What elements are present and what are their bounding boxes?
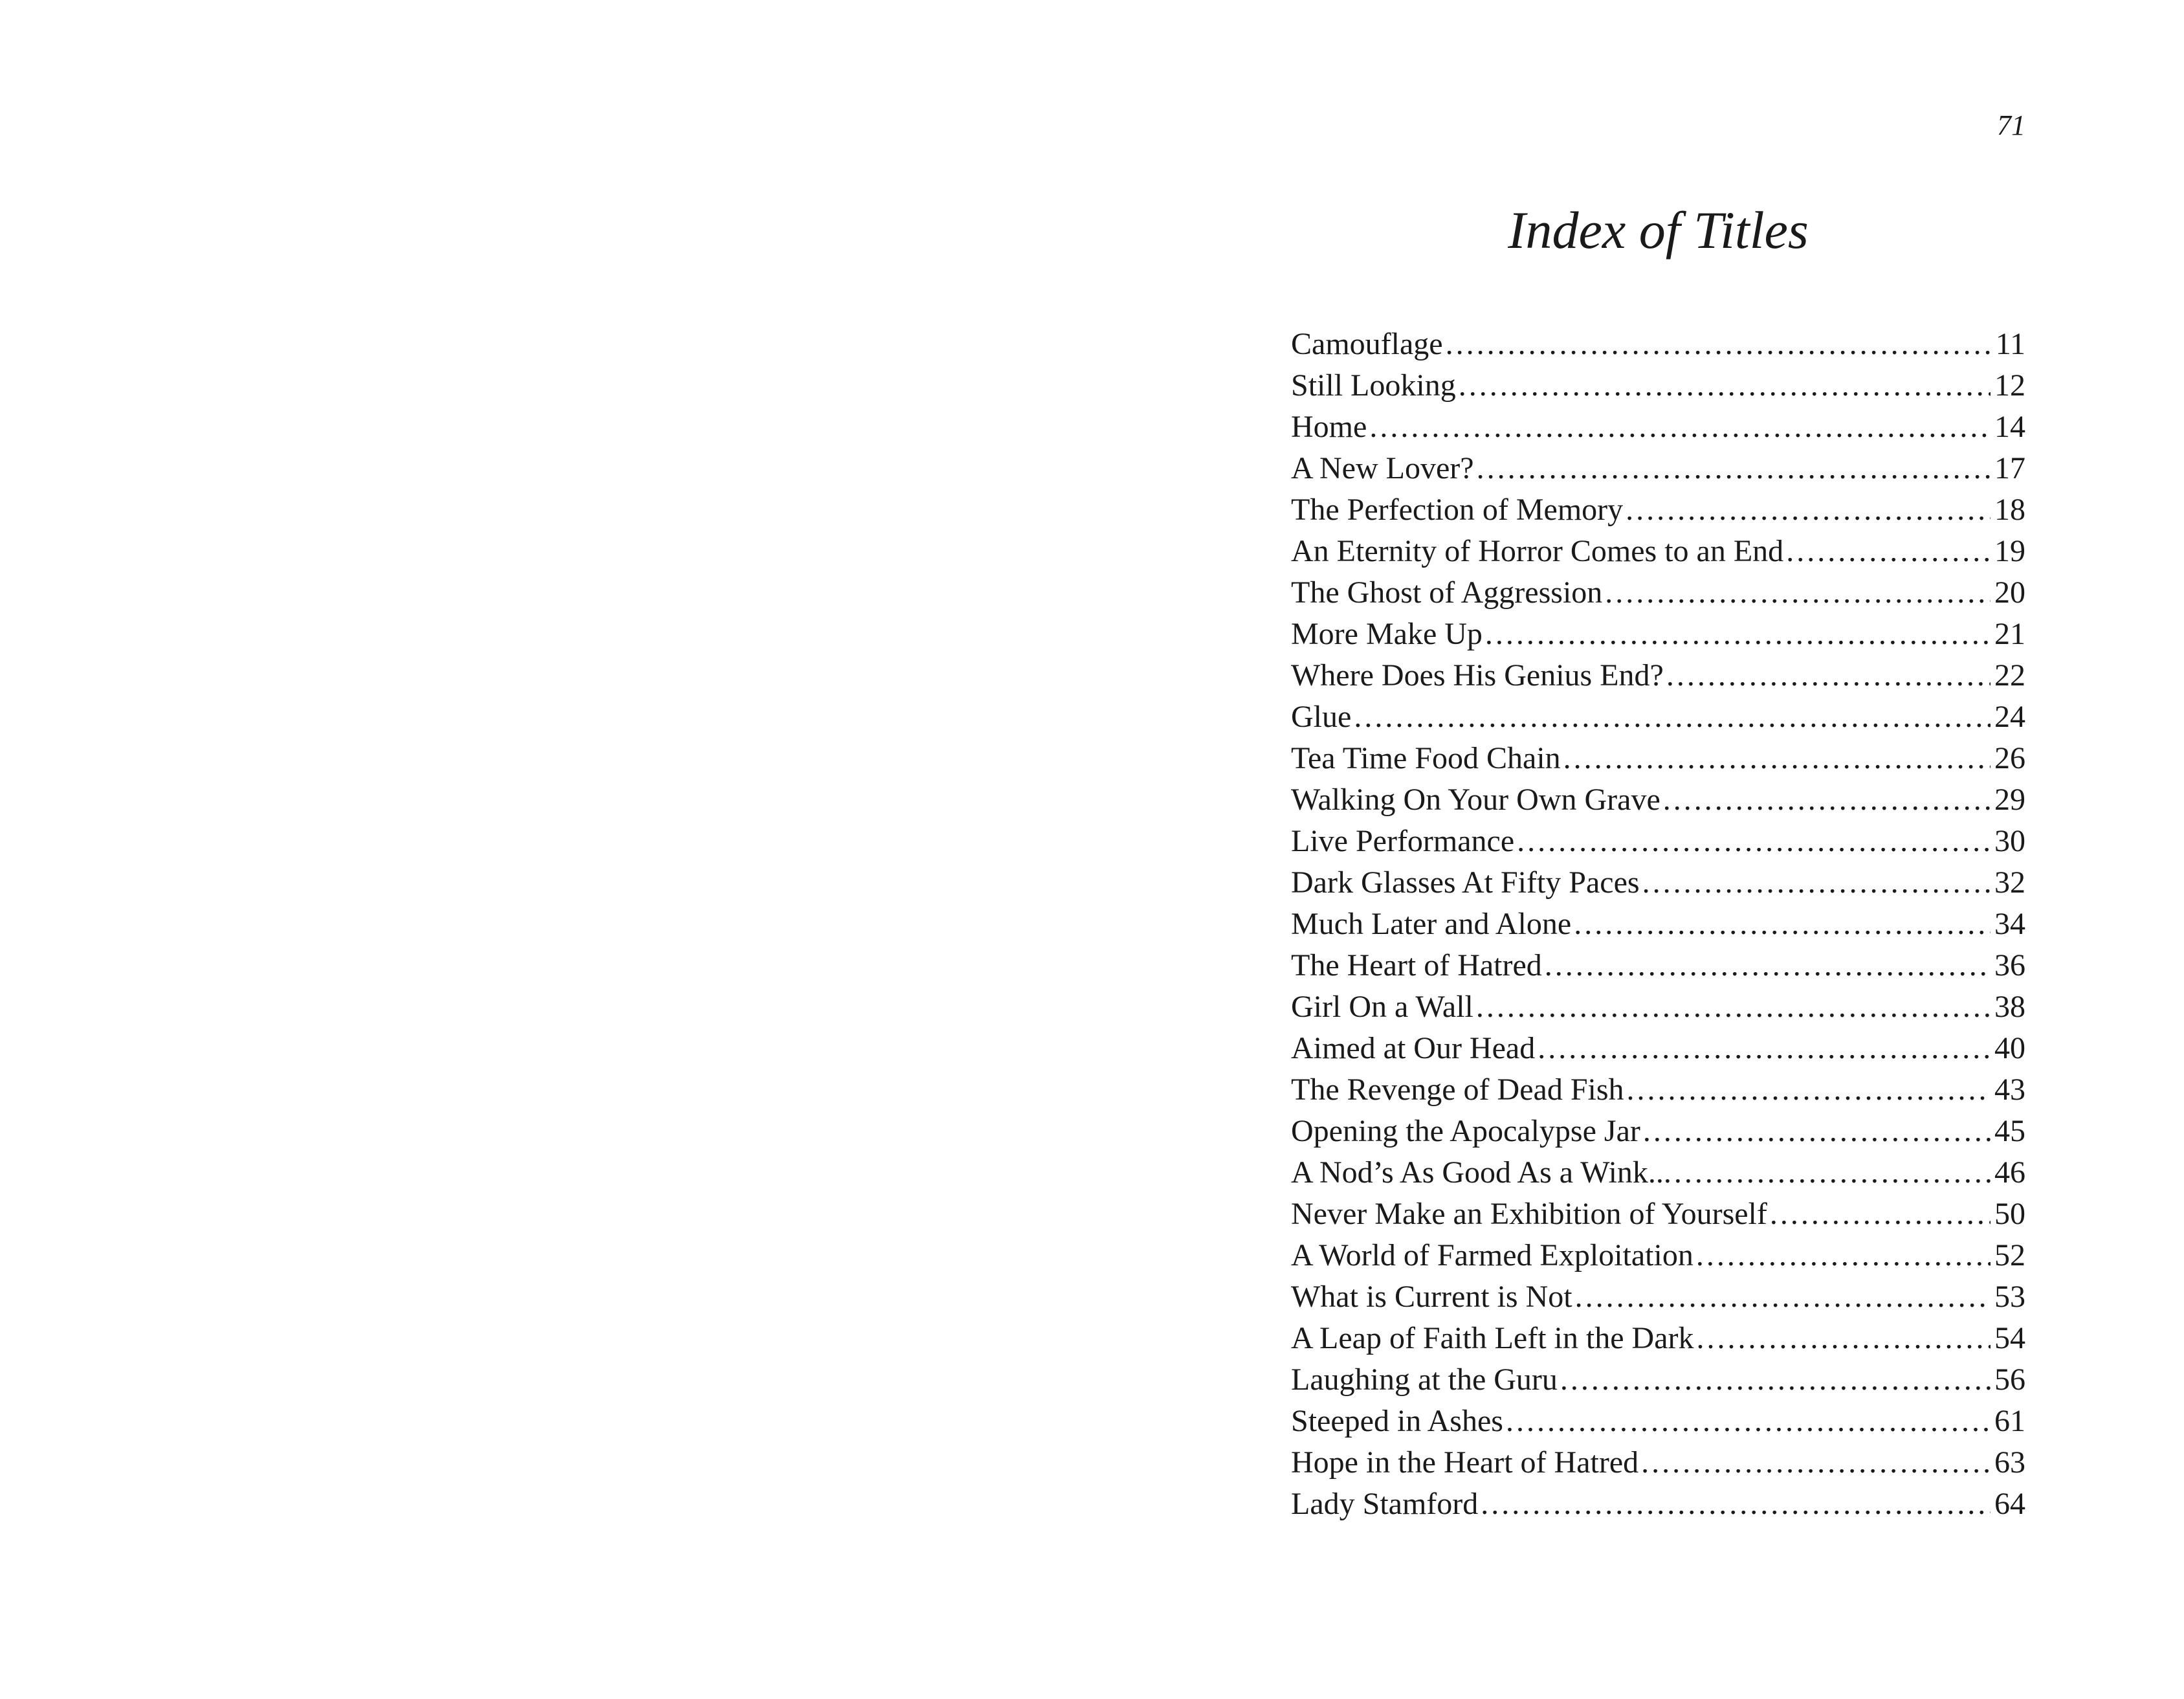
entry-title: The Perfection of Memory [1291, 493, 1624, 527]
entry-page-number: 21 [1994, 617, 2025, 651]
index-entry [1291, 1401, 2025, 1442]
index-entry [1291, 448, 2025, 489]
dot-leader [1770, 1194, 1991, 1235]
entry-page-number: 29 [1994, 783, 2025, 817]
dot-leader [1674, 1152, 1991, 1194]
entry-title: The Heart of Hatred [1291, 948, 1542, 983]
dot-leader [1560, 1359, 1991, 1401]
entry-page-number: 34 [1994, 907, 2025, 941]
index-entry [1291, 1194, 2025, 1235]
dot-leader [1485, 614, 1991, 655]
entry-page-number: 30 [1994, 824, 2025, 858]
dot-leader [1506, 1401, 1991, 1442]
entry-title: More Make Up [1291, 617, 1483, 651]
entry-title: A World of Farmed Exploitation [1291, 1238, 1693, 1272]
entry-title: Tea Time Food Chain [1291, 741, 1561, 775]
dot-leader [1605, 572, 1991, 614]
dot-leader [1696, 1235, 1991, 1276]
entry-page-number: 43 [1994, 1072, 2025, 1107]
page-number: 71 [1997, 109, 2025, 141]
entry-title: Much Later and Alone [1291, 907, 1572, 941]
index-entry [1291, 945, 2025, 986]
entry-page-number: 19 [1994, 534, 2025, 568]
index-entry [1291, 1235, 2025, 1276]
entry-title: A New Lover? [1291, 451, 1474, 485]
entry-title: Steeped in Ashes [1291, 1404, 1503, 1438]
entry-title: The Ghost of Aggression [1291, 575, 1603, 610]
dot-leader [1666, 655, 1991, 696]
dot-leader [1477, 448, 1991, 489]
entry-page-number: 53 [1994, 1280, 2025, 1314]
entry-page-number: 32 [1994, 865, 2025, 900]
entry-title: Live Performance [1291, 824, 1515, 858]
entry-title: Lady Stamford [1291, 1487, 1479, 1521]
dot-leader [1459, 365, 1991, 406]
entry-page-number: 26 [1994, 741, 2025, 775]
dot-leader [1626, 489, 1991, 531]
index-entry [1291, 1069, 2025, 1111]
index-entry [1291, 1442, 2025, 1483]
dot-leader [1643, 1111, 1991, 1152]
index-entry [1291, 821, 2025, 862]
index-entry [1291, 324, 2025, 365]
entry-title: The Revenge of Dead Fish [1291, 1072, 1624, 1107]
entry-title: An Eternity of Horror Comes to an End [1291, 534, 1784, 568]
index-entry [1291, 614, 2025, 655]
entry-title: Where Does His Genius End? [1291, 658, 1664, 693]
entry-title: Aimed at Our Head [1291, 1031, 1536, 1065]
entry-title: A Nod’s As Good As a Wink... [1291, 1155, 1671, 1190]
entry-title: Home [1291, 410, 1367, 444]
dot-leader [1574, 904, 1991, 945]
index-entry [1291, 1111, 2025, 1152]
entry-title: Walking On Your Own Grave [1291, 783, 1660, 817]
entry-page-number: 18 [1994, 493, 2025, 527]
dot-leader [1575, 1276, 1991, 1318]
entry-title: Laughing at the Guru [1291, 1362, 1558, 1397]
entry-page-number: 38 [1994, 990, 2025, 1024]
entry-page-number: 45 [1994, 1114, 2025, 1148]
index-entry [1291, 1359, 2025, 1401]
entry-page-number: 46 [1994, 1155, 2025, 1190]
entry-title: A Leap of Faith Left in the Dark [1291, 1321, 1694, 1355]
entry-page-number: 63 [1994, 1445, 2025, 1480]
entry-page-number: 22 [1994, 658, 2025, 693]
index-entry [1291, 904, 2025, 945]
entry-title: Dark Glasses At Fifty Paces [1291, 865, 1640, 900]
index-entry [1291, 1483, 2025, 1525]
dot-leader [1354, 696, 1991, 738]
dot-leader [1369, 406, 1991, 448]
entry-page-number: 36 [1994, 948, 2025, 983]
index-entry [1291, 862, 2025, 904]
entry-page-number: 14 [1994, 410, 2025, 444]
index-heading: Index of Titles [1508, 201, 1809, 260]
entry-page-number: 40 [1994, 1031, 2025, 1065]
entry-page-number: 54 [1994, 1321, 2025, 1355]
index-entry [1291, 1152, 2025, 1194]
entry-title: Never Make an Exhibition of Yourself [1291, 1197, 1767, 1231]
index-entry [1291, 655, 2025, 696]
dot-leader [1627, 1069, 1991, 1111]
entry-page-number: 12 [1994, 368, 2025, 403]
entry-title: Camouflage [1291, 327, 1443, 361]
dot-leader [1545, 945, 1991, 986]
index-entry [1291, 489, 2025, 531]
entry-page-number: 64 [1994, 1487, 2025, 1521]
entry-title: Opening the Apocalypse Jar [1291, 1114, 1640, 1148]
dot-leader [1696, 1318, 1991, 1359]
entry-page-number: 61 [1994, 1404, 2025, 1438]
entry-title: What is Current is Not [1291, 1280, 1572, 1314]
right-page [1092, 0, 2184, 1699]
dot-leader [1476, 986, 1991, 1028]
dot-leader [1517, 821, 1991, 862]
index-entry [1291, 738, 2025, 779]
entry-page-number: 52 [1994, 1238, 2025, 1272]
index-entry [1291, 986, 2025, 1028]
entry-page-number: 24 [1994, 700, 2025, 734]
entry-title: Girl On a Wall [1291, 990, 1473, 1024]
index-entry [1291, 1318, 2025, 1359]
entry-page-number: 50 [1994, 1197, 2025, 1231]
index-entry [1291, 572, 2025, 614]
index-entry [1291, 779, 2025, 821]
index-entry [1291, 1028, 2025, 1069]
dot-leader [1481, 1483, 1991, 1525]
index-entry [1291, 696, 2025, 738]
dot-leader [1641, 1442, 1991, 1483]
index-entry [1291, 531, 2025, 572]
index-entry [1291, 1276, 2025, 1318]
dot-leader [1563, 738, 1991, 779]
entry-page-number: 56 [1994, 1362, 2025, 1397]
entry-title: Hope in the Heart of Hatred [1291, 1445, 1639, 1480]
index-entry [1291, 406, 2025, 448]
index-entry [1291, 365, 2025, 406]
entry-page-number: 17 [1994, 451, 2025, 485]
entry-title: Still Looking [1291, 368, 1456, 403]
dot-leader [1663, 779, 1991, 821]
dot-leader [1446, 324, 1992, 365]
dot-leader [1642, 862, 1991, 904]
entry-page-number: 20 [1994, 575, 2025, 610]
dot-leader [1786, 531, 1991, 572]
index-list [1291, 324, 2025, 1525]
entry-page-number: 11 [1995, 327, 2025, 361]
entry-title: Glue [1291, 700, 1352, 734]
dot-leader [1538, 1028, 1991, 1069]
